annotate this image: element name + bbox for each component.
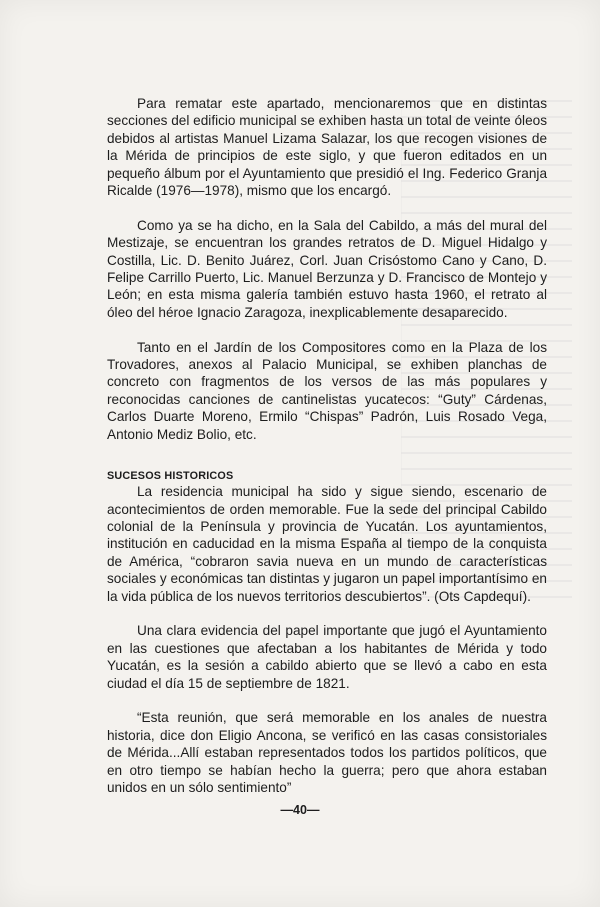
paragraph-retratos: Como ya se ha dicho, en la Sala del Cabildo, a más del mural del Mestizaje, se encuentran los grandes retratos de D. Miguel Hidalgo y Costilla, Lic. D. Benito Juárez, Corl. Juan Crisóstomo Cano y Cano, D. Felipe Carrillo Puerto, Lic. Manuel Berzunza y D. Francisco de Montejo y León; en esta misma galería también estuvo hasta 1960, el retrato al óleo del héroe Ignacio Zaragoza, inexplicablemente desaparecido. <box>107 217 547 320</box>
body-text <box>107 95 547 796</box>
paragraph-compositores: Tanto en el Jardín de los Compositores como en la Plaza de los Trovadores, anexos al Palacio Municipal, se exhiben planchas de concreto con fragmentos de los versos de las más populares y reconocidas canciones de cantinelistas yucatecos: “Guty” Cárdenas, Carlos Duarte Moreno, Ermilo “Chispas” Padrón, Luis Rosado Vega, Antonio Mediz Bolio, etc. <box>107 339 547 442</box>
paragraph-evidencia: Una clara evidencia del papel importante que jugó el Ayuntamiento en las cuestiones que afectaban a los habitantes de Mérida y todo Yucatán, es la sesión a cabildo abierto que se llevó a cabo en esta ciudad el día 15 de septiembre de 1821. <box>107 623 547 691</box>
paragraph-cita-ancona: “Esta reunión, que será memorable en los anales de nuestra historia, dice don Eligio Ancona, se verificó en las casas consistoriales de Mérida...Allí estaban representados todos los partidos políticos, que en otro tiempo se habían hecho la guerra; pero que ahora estaban unidos en un sólo sentimiento” <box>107 710 547 795</box>
paragraph-oleos: Para rematar este apartado, mencionaremos que en distintas secciones del edificio municipal se exhiben hasta un total de veinte óleos debidos al artistas Manuel Lizama Salazar, los que recogen visiones de la Mérida de principios de este siglo, y que fueron editados en un pequeño álbum por el Ayuntamiento que presidió el Ing. Federico Granja Ricalde (1976—1978), mismo que los encargó. <box>107 96 547 199</box>
paragraph-residencia: La residencia municipal ha sido y sigue siendo, escenario de acontecimientos de orden memorable. Fue la sede del principal Cabildo colonial de la Península y provincia de Yucatán. Los ayuntamientos, institución en caducidad en la misma España al tiempo de la conquista de América, “cobraron savia nueva en un mundo de características sociales y económicas tan distintas y jugaron un papel importantísimo en la vida pública de los nuevos territorios descubiertos”. (Ots Capdequí). <box>107 484 547 604</box>
section-heading: SUCESOS HISTORICOS <box>107 470 234 483</box>
page-number: —40— <box>280 803 320 817</box>
